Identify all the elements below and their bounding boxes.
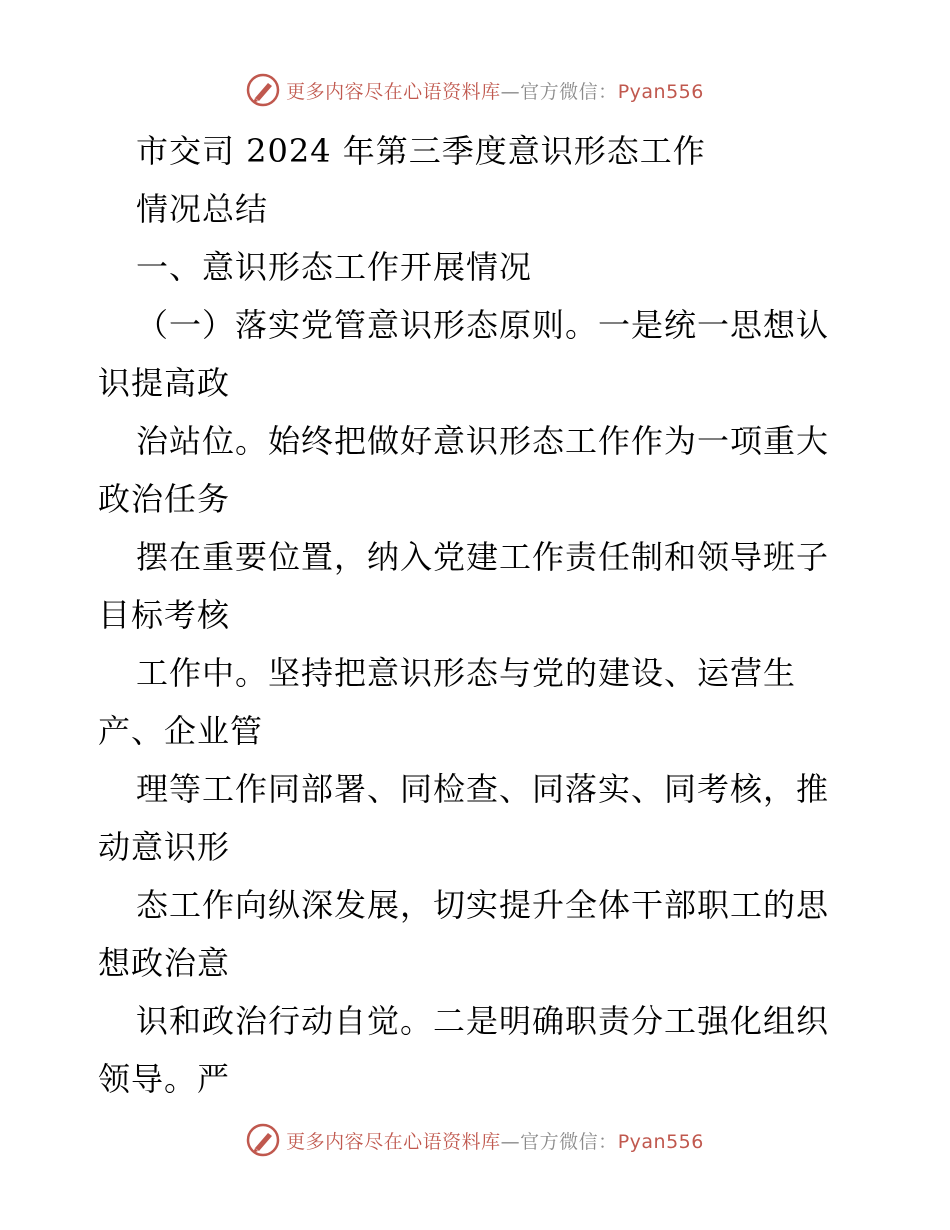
section-heading: 一、意识形态工作开展情况	[136, 248, 533, 286]
wechat-label: 官方微信：	[520, 80, 618, 103]
separator-text: —	[500, 1130, 521, 1153]
brand-text: 更多内容尽在心语资料库	[286, 1130, 501, 1153]
paragraph-line: 态工作向纵深发展，切实提升全体干部职工的思	[136, 886, 830, 924]
doc-title-line-2: 情况总结	[136, 190, 269, 228]
document-body	[98, 122, 858, 1108]
paragraph-line: （一）落实党管意识形态原则。一是统一思想认	[136, 306, 830, 344]
wechat-label: 官方微信：	[520, 1130, 618, 1153]
watermark-text	[286, 77, 704, 104]
wechat-id: Pyan556	[617, 1130, 704, 1153]
separator-text: —	[500, 80, 521, 103]
paragraph-line: 动意识形	[98, 828, 231, 866]
paragraph-line: 产、企业管	[98, 712, 264, 750]
paragraph-line: 摆在重要位置，纳入党建工作责任制和领导班子	[136, 538, 830, 576]
pen-logo-icon	[246, 73, 280, 107]
watermark-text	[286, 1127, 704, 1154]
wechat-id: Pyan556	[617, 80, 704, 103]
paragraph-line: 治站位。始终把做好意识形态工作作为一项重大	[136, 422, 830, 460]
paragraph-line: 识提高政	[98, 364, 231, 402]
doc-title-line-1: 市交司 2024 年第三季度意识形态工作	[136, 132, 706, 170]
brand-text: 更多内容尽在心语资料库	[286, 80, 501, 103]
paragraph-line: 政治任务	[98, 480, 231, 518]
paragraph-line: 工作中。坚持把意识形态与党的建设、运营生	[136, 654, 797, 692]
pen-logo-icon	[246, 1123, 280, 1157]
paragraph-line: 识和政治行动自觉。二是明确职责分工强化组织	[136, 1002, 830, 1040]
paragraph-line: 领导。严	[98, 1060, 231, 1098]
footer-watermark-banner	[0, 1120, 950, 1160]
header-watermark-banner	[0, 70, 950, 110]
paragraph-line: 想政治意	[98, 944, 231, 982]
paragraph-line: 目标考核	[98, 596, 231, 634]
paragraph-line: 理等工作同部署、同检查、同落实、同考核，推	[136, 770, 830, 808]
